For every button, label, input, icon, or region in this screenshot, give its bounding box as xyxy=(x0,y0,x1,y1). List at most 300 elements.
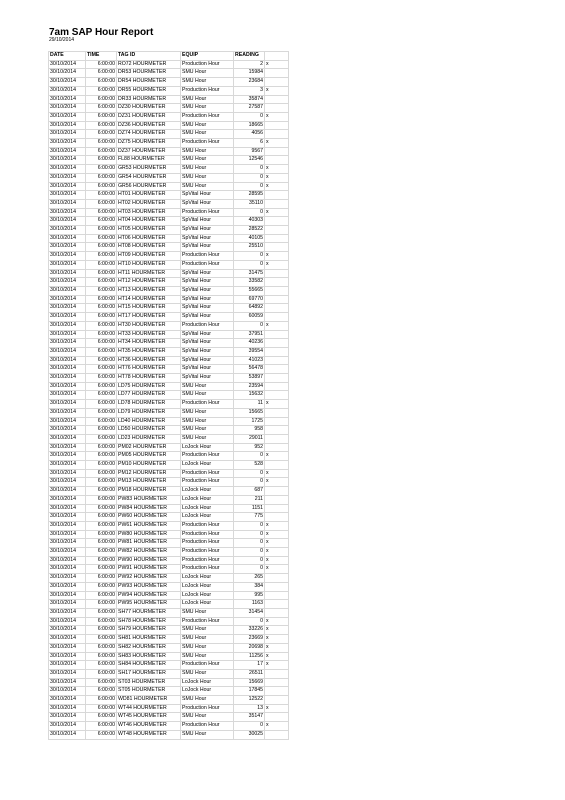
table-row xyxy=(49,156,289,165)
table-row xyxy=(49,278,289,287)
equip-cell: LoJock Hour xyxy=(181,687,234,696)
date-cell: 30/10/2014 xyxy=(49,165,86,174)
date-cell: 30/10/2014 xyxy=(49,252,86,261)
time-cell: 6:00:00 xyxy=(86,199,117,208)
tag-cell: PW83 HOURMETER xyxy=(117,495,181,504)
date-cell: 30/10/2014 xyxy=(49,487,86,496)
equip-cell: Production Hour xyxy=(181,548,234,557)
equip-cell: SMU Hour xyxy=(181,426,234,435)
date-cell: 30/10/2014 xyxy=(49,382,86,391)
tag-cell: HT12 HOURMETER xyxy=(117,278,181,287)
tag-cell: PW95 HOURMETER xyxy=(117,600,181,609)
date-cell: 30/10/2014 xyxy=(49,182,86,191)
reading-cell: 0 xyxy=(234,182,265,191)
equip-cell: LoJock Hour xyxy=(181,443,234,452)
equip-cell: SMU Hour xyxy=(181,730,234,739)
reading-cell: 211 xyxy=(234,495,265,504)
reading-cell: 40105 xyxy=(234,234,265,243)
flag-cell xyxy=(265,286,289,295)
time-cell: 6:00:00 xyxy=(86,643,117,652)
date-cell: 30/10/2014 xyxy=(49,121,86,130)
date-cell: 30/10/2014 xyxy=(49,139,86,148)
date-cell: 30/10/2014 xyxy=(49,156,86,165)
table-row xyxy=(49,661,289,670)
date-cell: 30/10/2014 xyxy=(49,86,86,95)
tag-cell: PM02 HOURMETER xyxy=(117,443,181,452)
reading-cell: 6 xyxy=(234,139,265,148)
equip-cell: SMU Hour xyxy=(181,78,234,87)
equip-cell: Production Hour xyxy=(181,617,234,626)
flag-cell xyxy=(265,443,289,452)
flag-cell: x xyxy=(265,252,289,261)
flag-cell xyxy=(265,95,289,104)
equip-cell: SMU Hour xyxy=(181,130,234,139)
date-cell: 30/10/2014 xyxy=(49,443,86,452)
time-cell: 6:00:00 xyxy=(86,443,117,452)
hour-table xyxy=(48,51,289,740)
tag-cell: ST03 HOURMETER xyxy=(117,678,181,687)
reading-cell: 0 xyxy=(234,252,265,261)
reading-cell: 28522 xyxy=(234,226,265,235)
time-cell: 6:00:00 xyxy=(86,208,117,217)
table-row xyxy=(49,130,289,139)
col-equip-header: EQUIP xyxy=(181,52,234,61)
flag-cell: x xyxy=(265,617,289,626)
time-cell: 6:00:00 xyxy=(86,191,117,200)
time-cell: 6:00:00 xyxy=(86,574,117,583)
tag-cell: SH17 HOURMETER xyxy=(117,669,181,678)
equip-cell: SMU Hour xyxy=(181,69,234,78)
date-cell: 30/10/2014 xyxy=(49,60,86,69)
time-cell: 6:00:00 xyxy=(86,286,117,295)
time-cell: 6:00:00 xyxy=(86,521,117,530)
tag-cell: GR56 HOURMETER xyxy=(117,182,181,191)
reading-cell: 4056 xyxy=(234,130,265,139)
date-cell: 30/10/2014 xyxy=(49,530,86,539)
equip-cell: SpVital Hour xyxy=(181,286,234,295)
time-cell: 6:00:00 xyxy=(86,495,117,504)
time-cell: 6:00:00 xyxy=(86,461,117,470)
time-cell: 6:00:00 xyxy=(86,321,117,330)
equip-cell: LoJock Hour xyxy=(181,574,234,583)
tag-cell: PW92 HOURMETER xyxy=(117,574,181,583)
flag-cell xyxy=(265,313,289,322)
tag-cell: PW93 HOURMETER xyxy=(117,582,181,591)
table-row xyxy=(49,269,289,278)
date-cell: 30/10/2014 xyxy=(49,704,86,713)
table-row xyxy=(49,678,289,687)
tag-cell: HT78 HOURMETER xyxy=(117,374,181,383)
date-cell: 30/10/2014 xyxy=(49,478,86,487)
flag-cell xyxy=(265,574,289,583)
tag-cell: PW84 HOURMETER xyxy=(117,504,181,513)
date-cell: 30/10/2014 xyxy=(49,495,86,504)
tag-cell: LD78 HOURMETER xyxy=(117,400,181,409)
tag-cell: DZ31 HOURMETER xyxy=(117,112,181,121)
reading-cell: 958 xyxy=(234,426,265,435)
tag-cell: HT34 HOURMETER xyxy=(117,339,181,348)
time-cell: 6:00:00 xyxy=(86,69,117,78)
date-cell: 30/10/2014 xyxy=(49,278,86,287)
time-cell: 6:00:00 xyxy=(86,452,117,461)
table-row xyxy=(49,217,289,226)
date-cell: 30/10/2014 xyxy=(49,521,86,530)
table-row xyxy=(49,234,289,243)
time-cell: 6:00:00 xyxy=(86,130,117,139)
equip-cell: Production Hour xyxy=(181,86,234,95)
table-row xyxy=(49,530,289,539)
tag-cell: HT06 HOURMETER xyxy=(117,234,181,243)
equip-cell: SpVital Hour xyxy=(181,374,234,383)
reading-cell: 0 xyxy=(234,521,265,530)
flag-cell xyxy=(265,600,289,609)
reading-cell: 775 xyxy=(234,513,265,522)
tag-cell: HT02 HOURMETER xyxy=(117,199,181,208)
equip-cell: SpVital Hour xyxy=(181,330,234,339)
tag-cell: WD81 HOURMETER xyxy=(117,696,181,705)
time-cell: 6:00:00 xyxy=(86,278,117,287)
tag-cell: HT15 HOURMETER xyxy=(117,304,181,313)
reading-cell: 39554 xyxy=(234,347,265,356)
date-cell: 30/10/2014 xyxy=(49,295,86,304)
flag-cell xyxy=(265,217,289,226)
time-cell: 6:00:00 xyxy=(86,234,117,243)
date-cell: 30/10/2014 xyxy=(49,191,86,200)
equip-cell: SMU Hour xyxy=(181,182,234,191)
equip-cell: SMU Hour xyxy=(181,713,234,722)
tag-cell: DZ37 HOURMETER xyxy=(117,147,181,156)
table-row xyxy=(49,112,289,121)
equip-cell: Production Hour xyxy=(181,400,234,409)
reading-cell: 56478 xyxy=(234,365,265,374)
date-cell: 30/10/2014 xyxy=(49,104,86,113)
time-cell: 6:00:00 xyxy=(86,374,117,383)
equip-cell: SMU Hour xyxy=(181,173,234,182)
reading-cell: 25510 xyxy=(234,243,265,252)
time-cell: 6:00:00 xyxy=(86,704,117,713)
flag-cell: x xyxy=(265,60,289,69)
equip-cell: SpVital Hour xyxy=(181,199,234,208)
table-row xyxy=(49,582,289,591)
date-cell: 30/10/2014 xyxy=(49,574,86,583)
reading-cell: 528 xyxy=(234,461,265,470)
flag-cell: x xyxy=(265,521,289,530)
reading-cell: 2 xyxy=(234,60,265,69)
tag-cell: GR54 HOURMETER xyxy=(117,173,181,182)
reading-cell: 0 xyxy=(234,208,265,217)
reading-cell: 23684 xyxy=(234,78,265,87)
flag-cell xyxy=(265,426,289,435)
tag-cell: HT76 HOURMETER xyxy=(117,365,181,374)
date-cell: 30/10/2014 xyxy=(49,548,86,557)
table-row xyxy=(49,86,289,95)
tag-cell: PM12 HOURMETER xyxy=(117,469,181,478)
time-cell: 6:00:00 xyxy=(86,295,117,304)
reading-cell: 15632 xyxy=(234,391,265,400)
reading-cell: 11256 xyxy=(234,652,265,661)
time-cell: 6:00:00 xyxy=(86,243,117,252)
date-cell: 30/10/2014 xyxy=(49,199,86,208)
equip-cell: SMU Hour xyxy=(181,147,234,156)
equip-cell: Production Hour xyxy=(181,469,234,478)
equip-cell: Production Hour xyxy=(181,565,234,574)
equip-cell: SMU Hour xyxy=(181,121,234,130)
date-cell: 30/10/2014 xyxy=(49,269,86,278)
equip-cell: Production Hour xyxy=(181,661,234,670)
flag-cell xyxy=(265,487,289,496)
flag-cell xyxy=(265,330,289,339)
table-row xyxy=(49,208,289,217)
table-row xyxy=(49,199,289,208)
flag-cell: x xyxy=(265,548,289,557)
reading-cell: 33226 xyxy=(234,626,265,635)
equip-cell: SpVital Hour xyxy=(181,191,234,200)
date-cell: 30/10/2014 xyxy=(49,722,86,731)
tag-cell: DR55 HOURMETER xyxy=(117,86,181,95)
reading-cell: 0 xyxy=(234,452,265,461)
equip-cell: SpVital Hour xyxy=(181,226,234,235)
equip-cell: Production Hour xyxy=(181,452,234,461)
equip-cell: LoJock Hour xyxy=(181,461,234,470)
tag-cell: SH83 HOURMETER xyxy=(117,652,181,661)
tag-cell: PW94 HOURMETER xyxy=(117,591,181,600)
table-row xyxy=(49,652,289,661)
tag-cell: HT05 HOURMETER xyxy=(117,226,181,235)
equip-cell: LoJock Hour xyxy=(181,504,234,513)
equip-cell: Production Hour xyxy=(181,539,234,548)
time-cell: 6:00:00 xyxy=(86,617,117,626)
reading-cell: 3 xyxy=(234,86,265,95)
time-cell: 6:00:00 xyxy=(86,713,117,722)
time-cell: 6:00:00 xyxy=(86,147,117,156)
report-title: 7am SAP Hour Report xyxy=(49,27,154,38)
time-cell: 6:00:00 xyxy=(86,139,117,148)
tag-cell: HT17 HOURMETER xyxy=(117,313,181,322)
flag-cell: x xyxy=(265,321,289,330)
date-cell: 30/10/2014 xyxy=(49,173,86,182)
tag-cell: HT10 HOURMETER xyxy=(117,260,181,269)
tag-cell: LD40 HOURMETER xyxy=(117,417,181,426)
reading-cell: 60059 xyxy=(234,313,265,322)
time-cell: 6:00:00 xyxy=(86,339,117,348)
table-row xyxy=(49,121,289,130)
equip-cell: Production Hour xyxy=(181,60,234,69)
table-row xyxy=(49,191,289,200)
table-row xyxy=(49,452,289,461)
flag-cell xyxy=(265,678,289,687)
tag-cell: PW90 HOURMETER xyxy=(117,556,181,565)
table-row xyxy=(49,504,289,513)
date-cell: 30/10/2014 xyxy=(49,147,86,156)
equip-cell: LoJock Hour xyxy=(181,487,234,496)
date-cell: 30/10/2014 xyxy=(49,234,86,243)
table-row xyxy=(49,556,289,565)
equip-cell: SMU Hour xyxy=(181,95,234,104)
time-cell: 6:00:00 xyxy=(86,60,117,69)
reading-cell: 0 xyxy=(234,112,265,121)
time-cell: 6:00:00 xyxy=(86,730,117,739)
col-date-header: DATE xyxy=(49,52,86,61)
tag-cell: HT01 HOURMETER xyxy=(117,191,181,200)
equip-cell: SMU Hour xyxy=(181,609,234,618)
table-row xyxy=(49,574,289,583)
reading-cell: 15669 xyxy=(234,678,265,687)
flag-cell xyxy=(265,199,289,208)
equip-cell: SMU Hour xyxy=(181,408,234,417)
date-cell: 30/10/2014 xyxy=(49,365,86,374)
flag-cell xyxy=(265,669,289,678)
flag-cell xyxy=(265,278,289,287)
table-row xyxy=(49,513,289,522)
table-row xyxy=(49,548,289,557)
time-cell: 6:00:00 xyxy=(86,591,117,600)
reading-cell: 18665 xyxy=(234,121,265,130)
flag-cell xyxy=(265,191,289,200)
reading-cell: 9567 xyxy=(234,147,265,156)
reading-cell: 0 xyxy=(234,321,265,330)
time-cell: 6:00:00 xyxy=(86,400,117,409)
date-cell: 30/10/2014 xyxy=(49,208,86,217)
table-row xyxy=(49,304,289,313)
time-cell: 6:00:00 xyxy=(86,661,117,670)
reading-cell: 28595 xyxy=(234,191,265,200)
reading-cell: 40236 xyxy=(234,339,265,348)
date-cell: 30/10/2014 xyxy=(49,313,86,322)
time-cell: 6:00:00 xyxy=(86,104,117,113)
flag-cell xyxy=(265,591,289,600)
reading-cell: 53897 xyxy=(234,374,265,383)
tag-cell: WT46 HOURMETER xyxy=(117,722,181,731)
table-row xyxy=(49,286,289,295)
reading-cell: 17 xyxy=(234,661,265,670)
equip-cell: LoJock Hour xyxy=(181,600,234,609)
tag-cell: LD75 HOURMETER xyxy=(117,382,181,391)
equip-cell: SpVital Hour xyxy=(181,278,234,287)
table-row xyxy=(49,356,289,365)
tag-cell: LD50 HOURMETER xyxy=(117,426,181,435)
time-cell: 6:00:00 xyxy=(86,487,117,496)
table-row xyxy=(49,60,289,69)
tag-cell: HT33 HOURMETER xyxy=(117,330,181,339)
flag-cell: x xyxy=(265,173,289,182)
flag-cell xyxy=(265,504,289,513)
table-row xyxy=(49,434,289,443)
date-cell: 30/10/2014 xyxy=(49,556,86,565)
tag-cell: HT13 HOURMETER xyxy=(117,286,181,295)
reading-cell: 23594 xyxy=(234,382,265,391)
reading-cell: 952 xyxy=(234,443,265,452)
equip-cell: SpVital Hour xyxy=(181,217,234,226)
flag-cell xyxy=(265,391,289,400)
flag-cell xyxy=(265,417,289,426)
date-cell: 30/10/2014 xyxy=(49,112,86,121)
date-cell: 30/10/2014 xyxy=(49,69,86,78)
time-cell: 6:00:00 xyxy=(86,165,117,174)
tag-cell: DZ36 HOURMETER xyxy=(117,121,181,130)
time-cell: 6:00:00 xyxy=(86,513,117,522)
flag-cell xyxy=(265,69,289,78)
header-row xyxy=(49,52,289,61)
flag-cell xyxy=(265,495,289,504)
flag-cell xyxy=(265,687,289,696)
flag-cell: x xyxy=(265,182,289,191)
equip-cell: SMU Hour xyxy=(181,382,234,391)
equip-cell: SpVital Hour xyxy=(181,347,234,356)
table-row xyxy=(49,165,289,174)
reading-cell: 0 xyxy=(234,260,265,269)
flag-cell xyxy=(265,713,289,722)
table-row xyxy=(49,643,289,652)
date-cell: 30/10/2014 xyxy=(49,321,86,330)
flag-cell: x xyxy=(265,556,289,565)
time-cell: 6:00:00 xyxy=(86,95,117,104)
table-row xyxy=(49,617,289,626)
table-row xyxy=(49,443,289,452)
equip-cell: SpVital Hour xyxy=(181,304,234,313)
time-cell: 6:00:00 xyxy=(86,226,117,235)
time-cell: 6:00:00 xyxy=(86,182,117,191)
flag-cell xyxy=(265,226,289,235)
time-cell: 6:00:00 xyxy=(86,669,117,678)
reading-cell: 29011 xyxy=(234,434,265,443)
tag-cell: LD77 HOURMETER xyxy=(117,391,181,400)
reading-cell: 23669 xyxy=(234,635,265,644)
tag-cell: WT44 HOURMETER xyxy=(117,704,181,713)
flag-cell xyxy=(265,609,289,618)
tag-cell: HT30 HOURMETER xyxy=(117,321,181,330)
table-row xyxy=(49,565,289,574)
table-row xyxy=(49,339,289,348)
time-cell: 6:00:00 xyxy=(86,582,117,591)
equip-cell: SMU Hour xyxy=(181,434,234,443)
flag-cell: x xyxy=(265,208,289,217)
time-cell: 6:00:00 xyxy=(86,121,117,130)
date-cell: 30/10/2014 xyxy=(49,400,86,409)
table-row xyxy=(49,295,289,304)
time-cell: 6:00:00 xyxy=(86,678,117,687)
col-tag-header: TAG ID xyxy=(117,52,181,61)
time-cell: 6:00:00 xyxy=(86,478,117,487)
equip-cell: SMU Hour xyxy=(181,652,234,661)
time-cell: 6:00:00 xyxy=(86,112,117,121)
table-row xyxy=(49,417,289,426)
date-cell: 30/10/2014 xyxy=(49,609,86,618)
time-cell: 6:00:00 xyxy=(86,173,117,182)
flag-cell: x xyxy=(265,626,289,635)
report-date: 29/10/2014 xyxy=(49,37,75,43)
flag-cell xyxy=(265,434,289,443)
date-cell: 30/10/2014 xyxy=(49,374,86,383)
flag-cell: x xyxy=(265,722,289,731)
reading-cell: 26511 xyxy=(234,669,265,678)
time-cell: 6:00:00 xyxy=(86,408,117,417)
reading-cell: 31475 xyxy=(234,269,265,278)
tag-cell: DZ30 HOURMETER xyxy=(117,104,181,113)
flag-cell xyxy=(265,382,289,391)
table-row xyxy=(49,469,289,478)
table-row xyxy=(49,139,289,148)
reading-cell: 1151 xyxy=(234,504,265,513)
table-row xyxy=(49,321,289,330)
tag-cell: PW82 HOURMETER xyxy=(117,548,181,557)
tag-cell: PW61 HOURMETER xyxy=(117,521,181,530)
time-cell: 6:00:00 xyxy=(86,269,117,278)
reading-cell: 17845 xyxy=(234,687,265,696)
tag-cell: HT04 HOURMETER xyxy=(117,217,181,226)
equip-cell: Production Hour xyxy=(181,556,234,565)
reading-cell: 15665 xyxy=(234,408,265,417)
flag-cell: x xyxy=(265,260,289,269)
